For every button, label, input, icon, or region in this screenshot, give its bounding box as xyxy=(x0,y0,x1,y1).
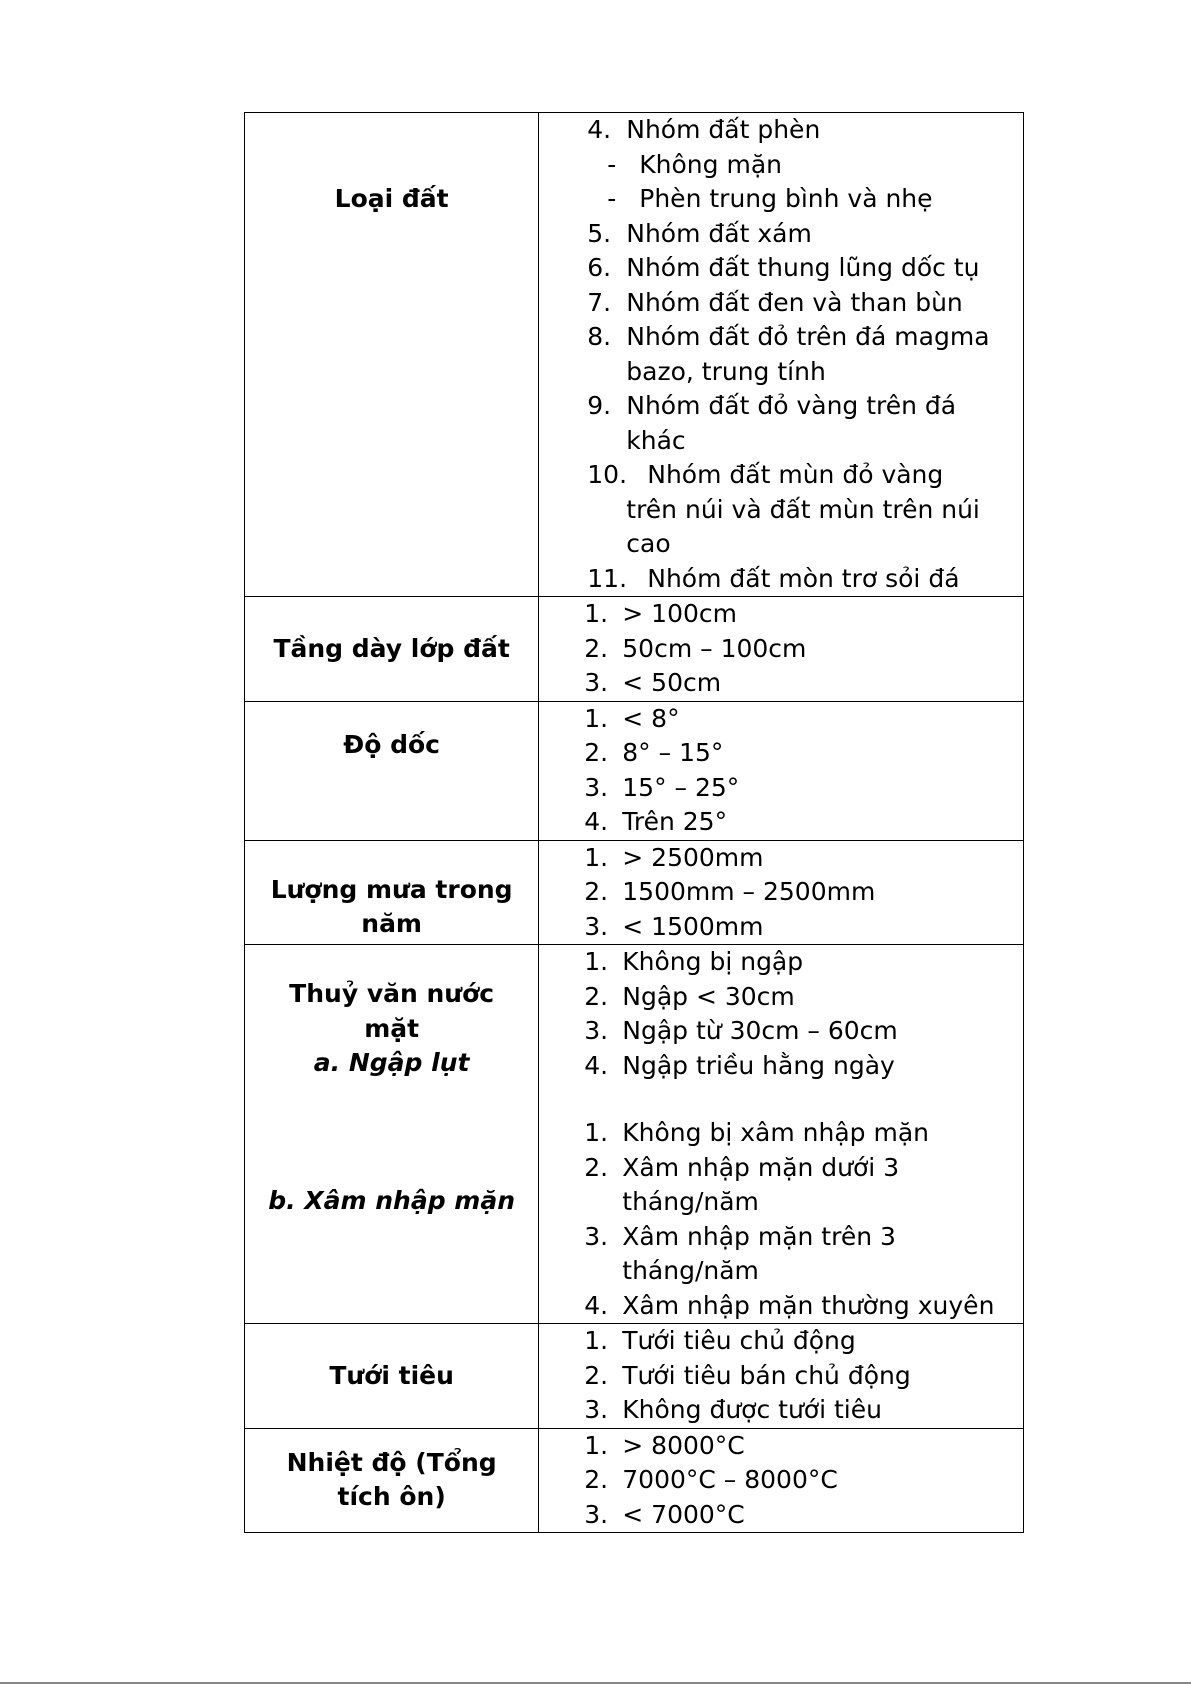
criteria-table xyxy=(244,112,1024,1533)
row-content-cell xyxy=(539,1428,1024,1533)
list-item-continuation: tháng/năm xyxy=(622,1256,759,1285)
list-item-continuation: khác xyxy=(626,425,686,455)
list-item: 2. Xâm nhập mặn dưới 3 xyxy=(584,1152,900,1182)
row-label-cell xyxy=(245,945,539,1324)
list-item: 2. 8° – 15° xyxy=(584,738,724,767)
list-item-continuation: bazo, trung tính xyxy=(626,356,826,386)
list-item: 1. Không bị xâm nhập mặn xyxy=(584,1118,929,1147)
row-content-cell xyxy=(539,597,1024,702)
sublabel-salinity: b. Xâm nhập mặn xyxy=(268,1185,516,1215)
row-label-line1: Thuỷ văn nước xyxy=(289,979,495,1008)
list-item: 2. Tưới tiêu bán chủ động xyxy=(584,1360,911,1390)
row-content-cell xyxy=(539,113,1024,597)
list-item: - Phèn trung bình và nhẹ xyxy=(607,184,933,213)
table-row xyxy=(245,1324,1024,1429)
row-content-cell xyxy=(539,945,1024,1324)
row-label-line1: Lượng mưa trong xyxy=(270,874,513,904)
list-item: 1. > 8000°C xyxy=(584,1430,745,1460)
list-item: 2. Ngập < 30cm xyxy=(584,981,795,1011)
list-item: 6. Nhóm đất thung lũng dốc tụ xyxy=(587,253,980,282)
list-item: 3. < 7000°C xyxy=(584,1499,745,1529)
table-row xyxy=(245,113,1024,597)
list-item: 11. Nhóm đất mòn trơ sỏi đá xyxy=(587,563,960,593)
list-item: 4. Nhóm đất phèn xyxy=(587,115,821,144)
list-item: 3. 15° – 25° xyxy=(584,772,740,802)
row-label-cell xyxy=(245,701,539,840)
row-label: Tầng dày lớp đất xyxy=(273,633,510,663)
list-item: 2. 1500mm – 2500mm xyxy=(584,877,876,906)
table-row xyxy=(245,840,1024,945)
list-item: 4. Xâm nhập mặn thường xuyên xyxy=(584,1290,995,1320)
list-item-continuation: tháng/năm xyxy=(622,1187,759,1216)
row-label-line1: Nhiệt độ (Tổng xyxy=(286,1447,497,1477)
row-label: Độ dốc xyxy=(343,729,440,759)
list-item: 3. Xâm nhập mặn trên 3 xyxy=(584,1221,896,1251)
list-item: 3. < 1500mm xyxy=(584,911,764,941)
list-item: 2. 50cm – 100cm xyxy=(584,633,807,663)
spacer xyxy=(539,1083,1023,1116)
row-content-cell xyxy=(539,1324,1024,1429)
list-item: 2. 7000°C – 8000°C xyxy=(584,1465,838,1494)
list-item: 10. Nhóm đất mùn đỏ vàng xyxy=(587,460,944,489)
row-label-line2: tích ôn) xyxy=(337,1482,446,1512)
page-edge-divider xyxy=(0,1682,1191,1684)
list-item: 8. Nhóm đất đỏ trên đá magma xyxy=(587,322,990,351)
list-item: 1. Tưới tiêu chủ động xyxy=(584,1326,856,1355)
list-item: 3. < 50cm xyxy=(584,668,722,697)
list-item: 5. Nhóm đất xám xyxy=(587,218,812,248)
list-item-continuation: trên núi và đất mùn trên núi xyxy=(626,494,980,524)
row-label-cell xyxy=(245,597,539,702)
list-item: 3. Không được tưới tiêu xyxy=(584,1395,882,1424)
list-item: 4. Trên 25° xyxy=(584,807,728,836)
list-item: 9. Nhóm đất đỏ vàng trên đá xyxy=(587,391,957,420)
list-item: 1. Không bị ngập xyxy=(584,947,804,976)
table-row xyxy=(245,945,1024,1324)
list-item: 1. < 8° xyxy=(584,703,680,733)
list-item-continuation: cao xyxy=(626,529,671,558)
list-item: 7. Nhóm đất đen và than bùn xyxy=(587,287,963,317)
list-item: 4. Ngập triều hằng ngày xyxy=(584,1050,895,1080)
row-label-cell xyxy=(245,840,539,945)
spacer xyxy=(245,1081,538,1184)
list-item: - Không mặn xyxy=(607,149,782,179)
list-item: 1. > 2500mm xyxy=(584,842,764,872)
sublabel-flooding: a. Ngập lụt xyxy=(313,1048,470,1077)
list-item: 3. Ngập từ 30cm – 60cm xyxy=(584,1016,898,1045)
table-row xyxy=(245,1428,1024,1533)
table-row xyxy=(245,701,1024,840)
row-label-cell xyxy=(245,113,539,597)
row-label: Loại đất xyxy=(334,184,449,213)
row-label-cell xyxy=(245,1428,539,1533)
list-item: 1. > 100cm xyxy=(584,599,737,628)
row-label-line2: mặt xyxy=(364,1013,420,1043)
table-row xyxy=(245,597,1024,702)
row-label-cell xyxy=(245,1324,539,1429)
row-content-cell xyxy=(539,840,1024,945)
row-label: Tưới tiêu xyxy=(329,1360,454,1390)
row-label-line2: năm xyxy=(361,909,422,938)
row-content-cell xyxy=(539,701,1024,840)
